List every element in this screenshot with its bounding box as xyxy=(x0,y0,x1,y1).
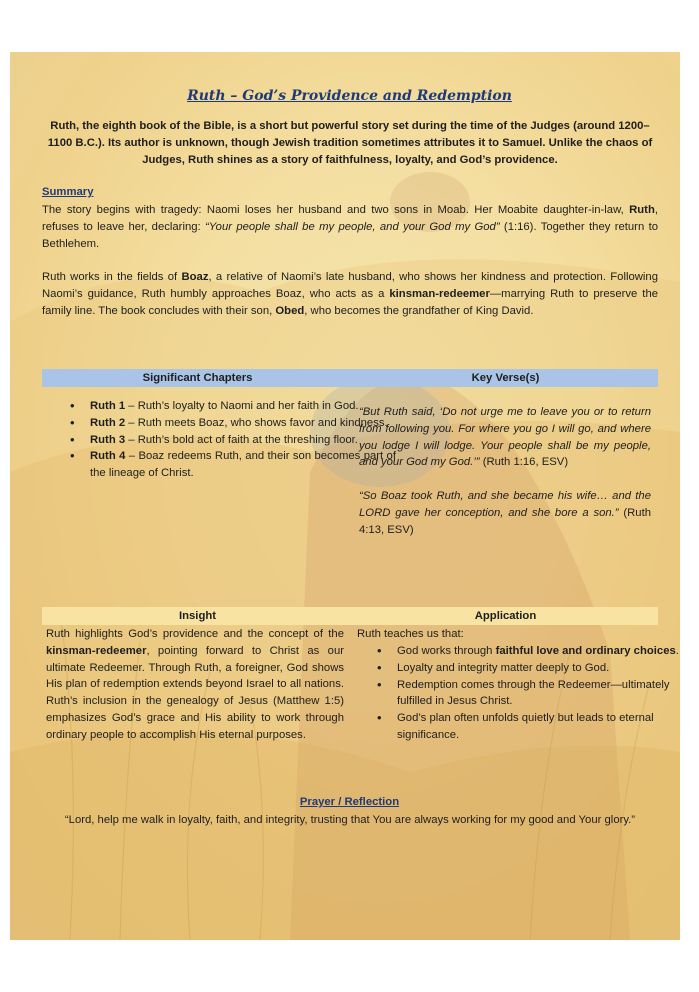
key-verse-1 xyxy=(359,404,651,471)
list-item: • God’s plan often unfolds quietly but leads to eternal significance. xyxy=(397,710,695,744)
text-run: (1:16). Together they return to Bethlehem. xyxy=(42,220,658,250)
verse-reference: (Ruth 1:16, ESV) xyxy=(479,456,569,469)
text-run: . xyxy=(675,645,679,657)
chapter-label: Ruth 2 xyxy=(90,416,126,429)
insight-header: Insight xyxy=(42,607,353,625)
text-run: , refuses to leave her, declaring: xyxy=(42,204,658,233)
chapter-text: – Ruth meets Boaz, who shows favor and kindness. xyxy=(125,416,388,429)
name-boaz: Boaz xyxy=(181,271,209,283)
application-intro: Ruth teaches us that: xyxy=(357,628,464,640)
summary-paragraph-2 xyxy=(42,269,658,319)
text-run: , a relative of Naomi’s late husband, who shows her kindness and protection. Following Naomi’s guidance, Ruth humbly approaches Boaz, who acts as a xyxy=(42,271,658,300)
text-run: , who becomes the grandfather of King David. xyxy=(304,304,534,317)
list-item xyxy=(90,432,396,449)
chapter-label: Ruth 1 xyxy=(90,400,126,412)
list-item xyxy=(90,415,396,432)
verse-quote: “But Ruth said, ‘Do not urge me to leave you or to return from following you. For where you go I will go, and where you lodge I will lodge. Your people shall be my people, and your God my God.’” xyxy=(359,406,651,469)
chapter-label: Ruth 3 xyxy=(90,433,126,446)
quote-ruth-1-16: “Your people shall be my people, and your God my God” xyxy=(205,220,500,233)
chapter-text: – Ruth’s bold act of faith at the threshing floor. xyxy=(125,433,358,446)
chapters-header: Significant Chapters xyxy=(42,369,353,387)
term-kinsman-redeemer: kinsman-redeemer xyxy=(389,287,490,300)
list-item xyxy=(397,643,695,660)
prayer-heading: Prayer / Reflection xyxy=(299,796,400,808)
chapter-text: – Boaz redeems Ruth, and their son becomes part of the lineage of Christ. xyxy=(90,450,396,480)
text-run: —marrying Ruth to preserve the family line. The book concludes with their son, xyxy=(42,287,659,317)
page-title: Ruth – God’s Providence and Redemption xyxy=(187,88,512,104)
name-ruth: Ruth xyxy=(629,204,655,216)
key-verse-2 xyxy=(359,488,651,538)
verse-reference: (Ruth 4:13, ESV) xyxy=(359,506,651,536)
term-kinsman-redeemer: kinsman-redeemer xyxy=(46,644,147,657)
chapter-label: Ruth 4 xyxy=(90,450,126,463)
summary-heading: Summary xyxy=(42,186,94,198)
chapters-list xyxy=(42,398,396,482)
list-item: • Loyalty and integrity matter deeply to God. xyxy=(397,660,695,677)
application-header: Application xyxy=(353,607,658,625)
text-run: The story begins with tragedy: Naomi loses her husband and two sons in Moab. Her Moabite daughter-in-law, xyxy=(42,204,630,216)
text-run: Ruth highlights God’s providence and the concept of the xyxy=(46,628,344,640)
application-list xyxy=(357,643,695,744)
verses-header: Key Verse(s) xyxy=(353,369,658,387)
text-run: God works through xyxy=(397,645,496,657)
verse-quote: “So Boaz took Ruth, and she became his wife… and the LORD gave her conception, and she bore a son.” xyxy=(359,490,651,519)
text-run: , pointing forward to Christ as our ultimate Redeemer. Through Ruth, a foreigner, God shows His plan of redemption extends beyond Israel to all nations. Ruth’s inclusion in the genealogy of Jesus (Matthew 1:5) emphasizes God’s grace and His ability to work through ordinary people to accomplish His eternal purposes. xyxy=(46,644,344,741)
emphasis: faithful love and ordinary choices xyxy=(495,645,676,657)
chapter-text: – Ruth’s loyalty to Naomi and her faith in God. xyxy=(125,400,359,412)
text-run: Ruth works in the fields of xyxy=(42,271,182,283)
summary-paragraph-1 xyxy=(42,202,658,252)
list-item xyxy=(90,448,396,482)
insight-paragraph xyxy=(46,626,344,744)
list-item xyxy=(90,398,396,415)
list-item: • Redemption comes through the Redeemer—ultimately fulfilled in Jesus Christ. xyxy=(397,677,695,711)
name-obed: Obed xyxy=(275,304,305,317)
intro-paragraph: Ruth, the eighth book of the Bible, is a short but powerful story set during the time of the Judges (around 1200–1100 B.C.). Its author is unknown, though Jewish tradition sometimes attributes it to Samuel. Unlike the chaos of Judges, Ruth shines as a story of faithfulness, loyalty, and God’s providence. xyxy=(47,120,653,166)
prayer-text: “Lord, help me walk in loyalty, faith, and integrity, trusting that You are always working for my good and Your glory.” xyxy=(64,814,636,826)
